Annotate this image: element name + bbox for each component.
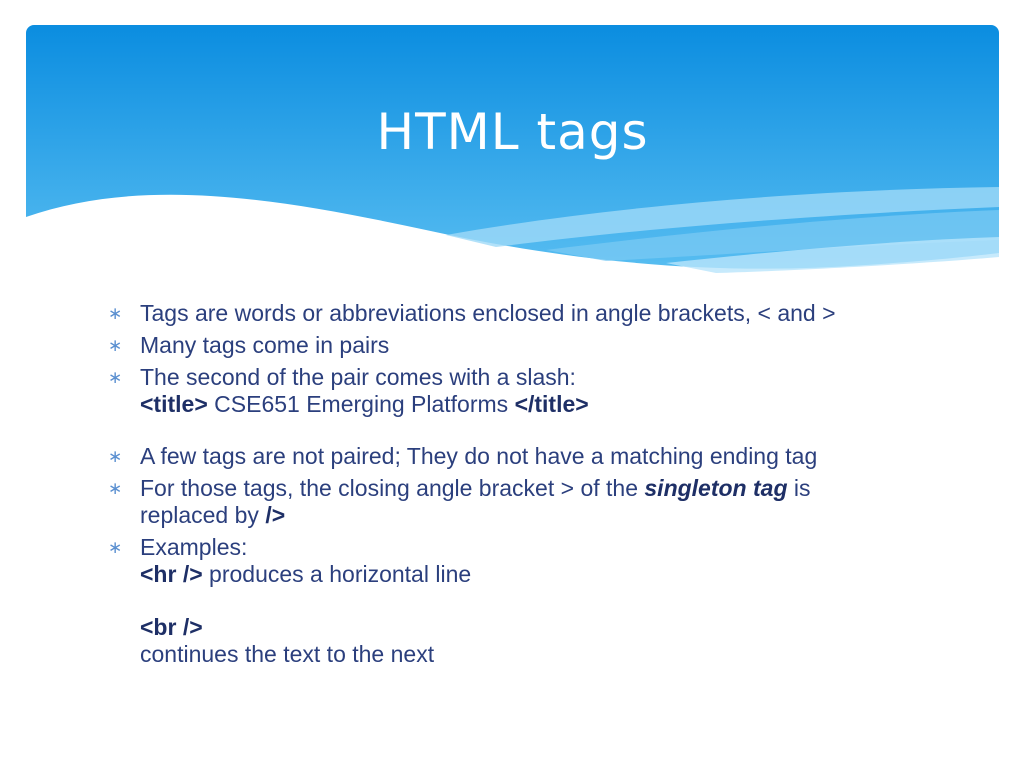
bullet-item: ∗ Tags are words or abbreviations enclosed in angle brackets, < and > xyxy=(108,300,836,326)
code-tag: <title> xyxy=(140,391,208,417)
code-tag: /> xyxy=(265,502,286,528)
bullet-continuation: replaced by /> xyxy=(140,502,286,528)
bullet-item: ∗ Examples: xyxy=(108,534,248,560)
bullet-item: ∗ The second of the pair comes with a slash: xyxy=(108,364,576,390)
bullet-continuation: <hr /> produces a horizontal line xyxy=(140,561,472,587)
asterisk-bullet-icon: ∗ xyxy=(108,447,123,466)
bullet-continuation: <title> CSE651 Emerging Platforms </title> xyxy=(140,391,589,417)
bullet-continuation xyxy=(106,614,966,641)
emphasis-term: singleton tag xyxy=(644,475,788,501)
code-tag: <hr /> xyxy=(140,561,203,587)
slide-title: HTML tags xyxy=(376,103,649,161)
code-tag: <br /> xyxy=(140,614,203,640)
asterisk-bullet-icon: ∗ xyxy=(108,538,123,557)
code-tag: </title> xyxy=(514,391,589,417)
asterisk-bullet-icon: ∗ xyxy=(108,368,123,387)
asterisk-bullet-icon: ∗ xyxy=(108,479,123,498)
asterisk-bullet-icon: ∗ xyxy=(108,304,123,323)
title-banner xyxy=(26,25,999,285)
bullet-continuation: continues the text to the next xyxy=(140,641,435,667)
bullet-item: ∗ Many tags come in pairs xyxy=(108,332,390,358)
bullet-item: ∗ For those tags, the closing angle bracket > of the singleton tag is xyxy=(108,475,811,501)
bullet-item: ∗ A few tags are not paired; They do not have a matching ending tag xyxy=(108,443,818,469)
asterisk-bullet-icon: ∗ xyxy=(108,336,123,355)
bullet-list xyxy=(106,300,966,668)
